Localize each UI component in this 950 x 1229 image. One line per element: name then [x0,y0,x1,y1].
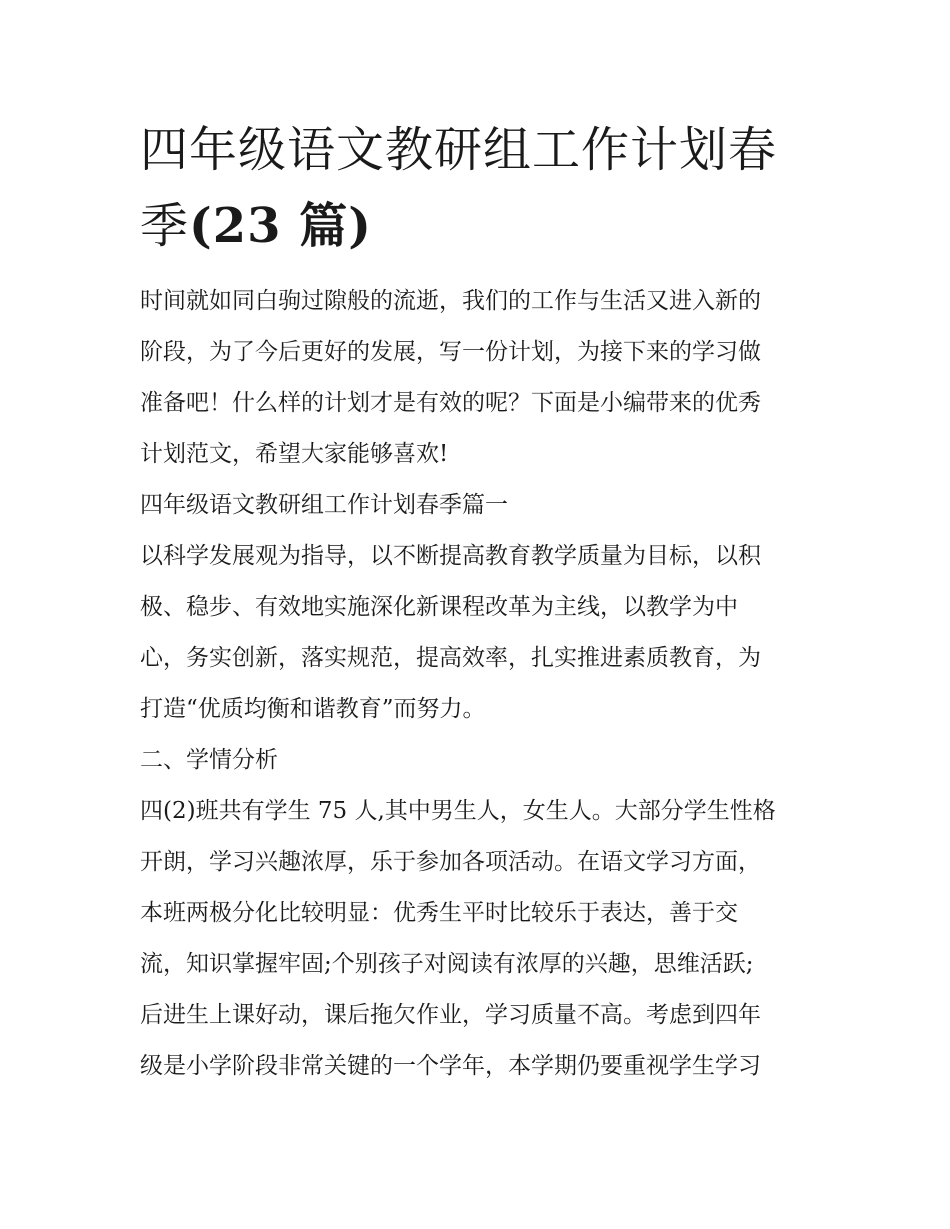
title-line-2-prefix: 季 [140,198,190,254]
body-line: 阶段，为了今后更好的发展，写一份计划，为接下来的学习做 [140,339,761,365]
document-title [140,112,820,264]
body-line: 级是小学阶段非常关键的一个学年，本学期仍要重视学生学习 [140,1053,761,1079]
title-line-1: 四年级语文教研组工作计划春 [140,122,778,178]
body-line: 心，务实创新，落实规范，提高效率，扎实推进素质教育，为 [140,645,761,671]
body-line: 以科学发展观为指导，以不断提高教育教学质量为目标，以积 [140,543,761,569]
body-line: 后进生上课好动，课后拖欠作业，学习质量不高。考虑到四年 [140,1002,761,1028]
body-line: 开朗，学习兴趣浓厚，乐于参加各项活动。在语文学习方面， [140,849,761,875]
body-line: 四(2)班共有学生 75 人,其中男生人，女生人。大部分学生性格 [140,798,776,824]
body-line: 计划范文，希望大家能够喜欢! [140,441,449,467]
body-line: 时间就如同白驹过隙般的流逝，我们的工作与生活又进入新的 [140,288,761,314]
body-line: 极、稳步、有效地实施深化新课程改革为主线，以教学为中 [140,594,738,620]
section-heading: 四年级语文教研组工作计划春季篇一 [140,492,508,518]
body-line: 流，知识掌握牢固;个别孩子对阅读有浓厚的兴趣，思维活跃; [140,951,754,977]
body-line: 准备吧！什么样的计划才是有效的呢？下面是小编带来的优秀 [140,390,761,416]
body-line: 本班两极分化比较明显：优秀生平时比较乐于表达，善于交 [140,900,738,926]
title-line-2-count: (23 篇) [189,198,372,254]
body-line: 打造“优质均衡和谐教育”而努力。 [140,696,486,722]
document-body [140,276,820,1092]
section-heading: 二、学情分析 [140,747,278,773]
